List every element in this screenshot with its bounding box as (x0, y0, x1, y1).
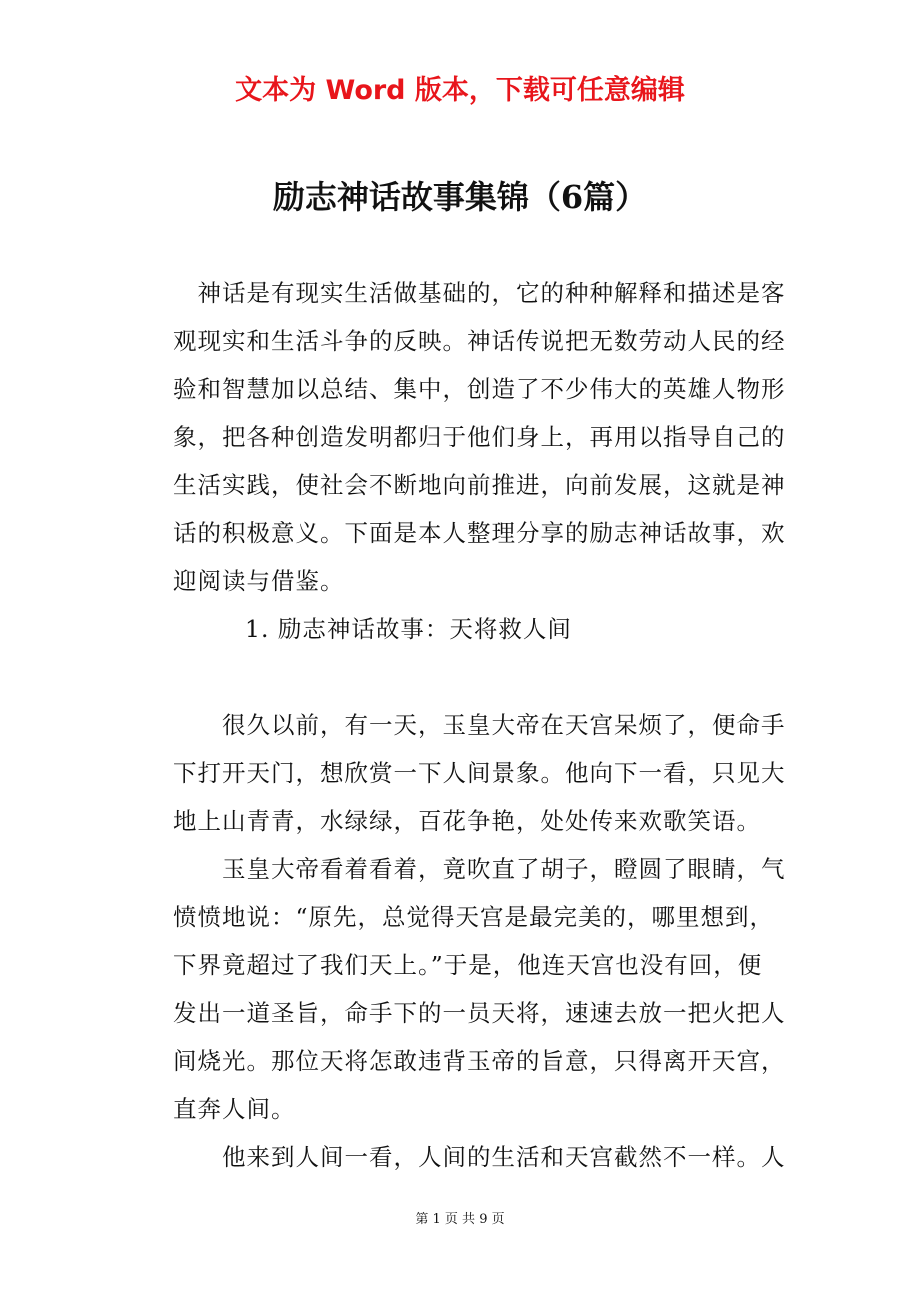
text-line: 玉皇大帝看着看着，竟吹直了胡子，瞪圆了眼睛，气 (173, 855, 786, 883)
text-line: 他来到人间一看，人间的生活和天宫截然不一样。人 (173, 1143, 786, 1171)
page-number-footer: 第 1 页 共 9 页 (415, 1212, 505, 1227)
text-line: 间烧光。那位天将怎敢违背玉帝的旨意，只得离开天宫， (173, 1047, 786, 1075)
text-line: 话的积极意义。下面是本人整理分享的励志神话故事，欢 (173, 519, 786, 547)
text-line: 迎阅读与借鉴。 (173, 567, 345, 595)
text-line: 发出一道圣旨，命手下的一员天将，速速去放一把火把人 (173, 999, 786, 1027)
text-line: 地上山青青，水绿绿，百花争艳，处处传来欢歌笑语。 (173, 807, 761, 835)
text-line: 下打开天门，想欣赏一下人间景象。他向下一看，只见大 (173, 759, 786, 787)
text-line: 愤愤地说：“原先，总觉得天宫是最完美的，哪里想到， (173, 903, 775, 931)
text-line: 象，把各种创造发明都归于他们身上，再用以指导自己的 (173, 423, 786, 451)
document-title: 励志神话故事集锦（6篇） (272, 178, 648, 216)
section-heading: 1. 励志神话故事：天将救人间 (245, 615, 572, 643)
text-line: 神话是有现实生活做基础的，它的种种解释和描述是客 (173, 279, 786, 307)
text-line: 直奔人间。 (173, 1095, 296, 1123)
text-line: 验和智慧加以总结、集中，创造了不少伟大的英雄人物形 (173, 375, 786, 403)
text-line: 很久以前，有一天，玉皇大帝在天宫呆烦了，便命手 (173, 711, 786, 739)
text-line: 观现实和生活斗争的反映。神话传说把无数劳动人民的经 (173, 327, 786, 355)
text-line: 下界竟超过了我们天上。”于是，他连天宫也没有回，便 (173, 951, 763, 979)
text-line: 生活实践，使社会不断地向前推进，向前发展，这就是神 (173, 471, 786, 499)
editable-notice-banner: 文本为 Word 版本，下载可任意编辑 (235, 75, 685, 106)
